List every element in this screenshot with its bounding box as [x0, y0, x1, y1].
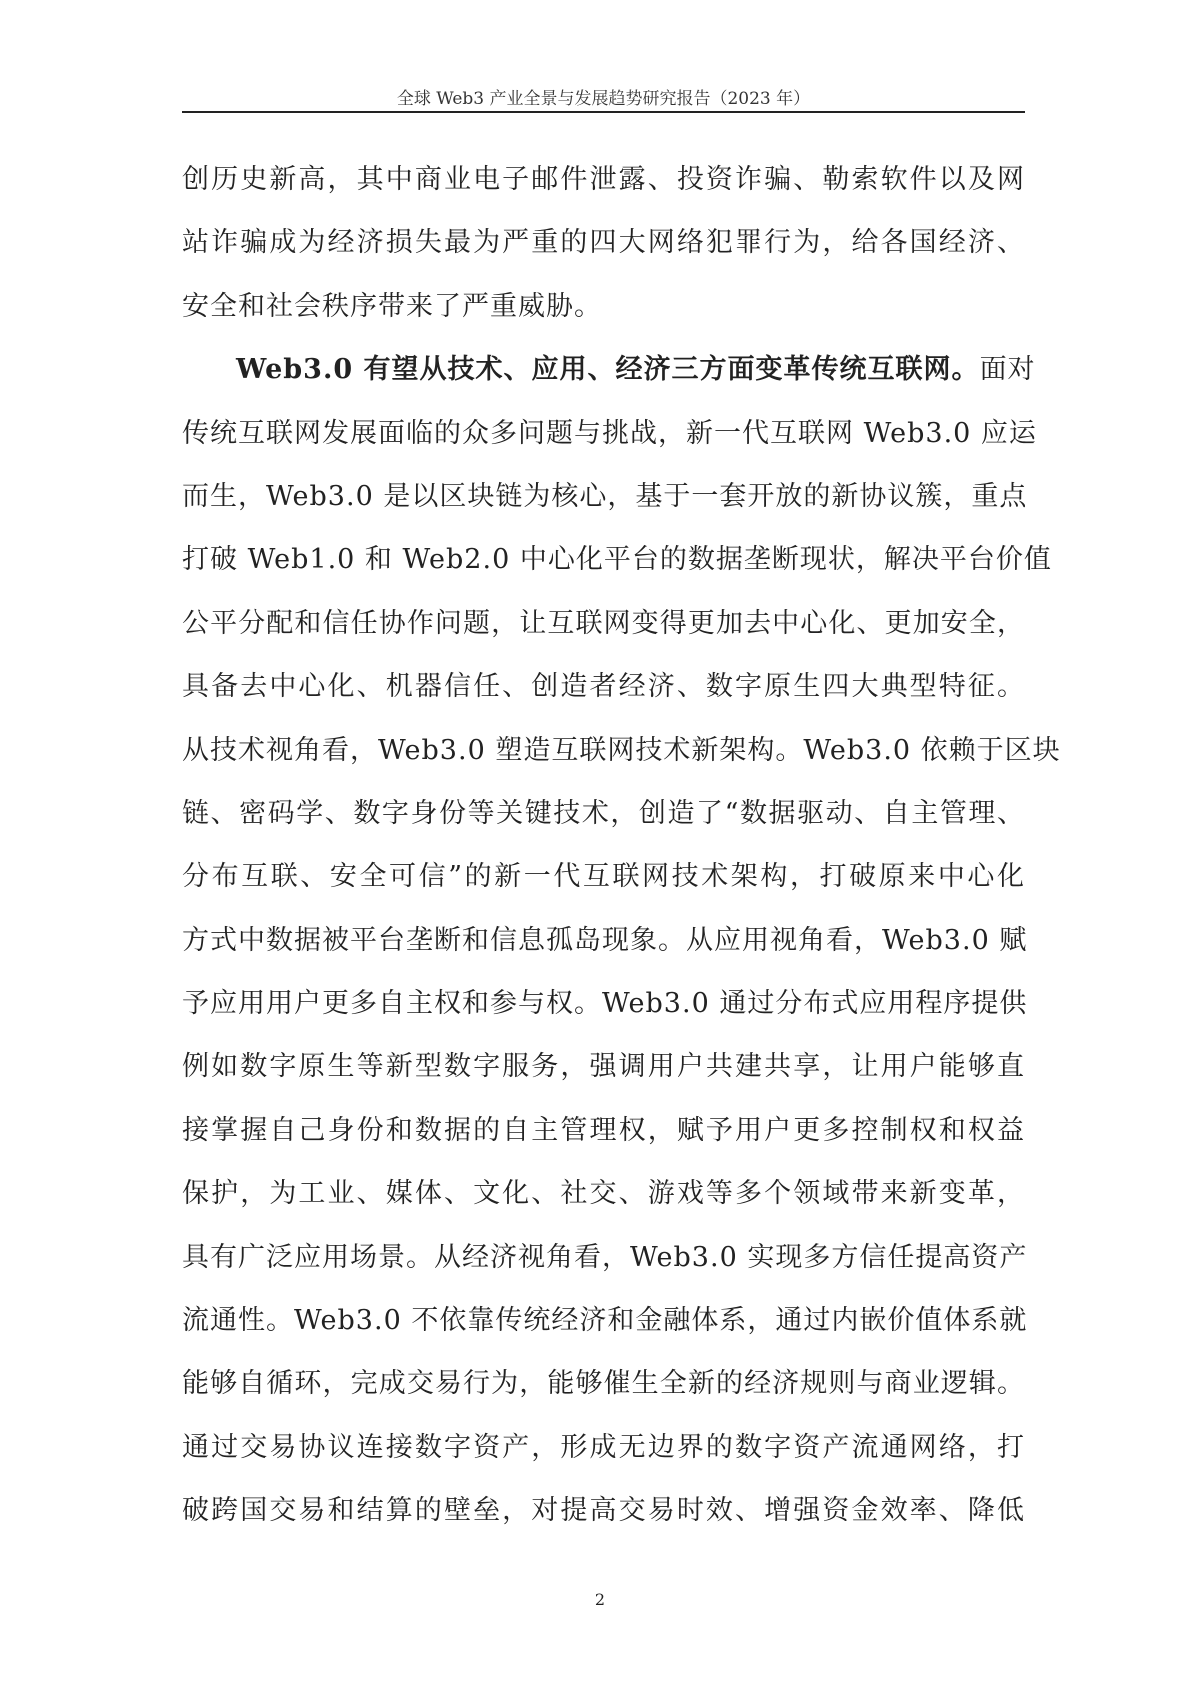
text-line: 公平分配和信任协作问题，让互联网变得更加去中心化、更加安全，: [182, 607, 1025, 639]
text-line: 例如数字原生等新型数字服务，强调用户共建共享，让用户能够直: [182, 1051, 1025, 1083]
text-line: 传统互联网发展面临的众多问题与挑战，新一代互联网 Web3.0 应运: [182, 417, 1037, 449]
running-header: 全球 Web3 产业全景与发展趋势研究报告（2023 年）: [396, 89, 811, 109]
text-line: 具有广泛应用场景。从经济视角看，Web3.0 实现多方信任提高资产: [182, 1241, 1028, 1273]
paragraph-heading-line: [182, 348, 1036, 411]
text-line: 打破 Web1.0 和 Web2.0 中心化平台的数据垄断现状，解决平台价值: [182, 544, 1052, 576]
page-number: 2: [594, 1590, 606, 1609]
text-line: 予应用用户更多自主权和参与权。Web3.0 通过分布式应用程序提供: [182, 988, 1028, 1020]
text-line: 分布互联、安全可信”的新一代互联网技术架构，打破原来中心化: [182, 861, 1025, 893]
text-line: 链、密码学、数字身份等关键技术，创造了“数据驱动、自主管理、: [182, 797, 1025, 829]
text-line: 破跨国交易和结算的壁垒，对提高交易时效、增强资金效率、降低: [182, 1495, 1025, 1527]
bold-heading: Web3.0 有望从技术、应用、经济三方面变革传统互联网。: [236, 354, 980, 386]
text-line: 方式中数据被平台垄断和信息孤岛现象。从应用视角看，Web3.0 赋: [182, 924, 1028, 956]
body-text: [182, 158, 1061, 1553]
text-line: 流通性。Web3.0 不依靠传统经济和金融体系，通过内嵌价值体系就: [182, 1305, 1028, 1337]
text-line: 站诈骗成为经济损失最为严重的四大网络犯罪行为，给各国经济、: [182, 227, 1025, 259]
text-line: 通过交易协议连接数字资产，形成无边界的数字资产流通网络，打: [182, 1431, 1025, 1463]
text-line: 能够自循环，完成交易行为，能够催生全新的经济规则与商业逻辑。: [182, 1368, 1025, 1400]
text-line: 而生，Web3.0 是以区块链为核心，基于一套开放的新协议簇，重点: [182, 480, 1028, 512]
text-line: 从技术视角看，Web3.0 塑造互联网技术新架构。Web3.0 依赖于区块: [182, 734, 1061, 766]
heading-continuation: 面对: [979, 354, 1036, 386]
text-line: 保护，为工业、媒体、文化、社交、游戏等多个领域带来新变革，: [182, 1178, 1025, 1210]
text-line: 接掌握自己身份和数据的自主管理权，赋予用户更多控制权和权益: [182, 1114, 1025, 1146]
text-line: 安全和社会秩序带来了严重威胁。: [182, 290, 602, 322]
text-line: 创历史新高，其中商业电子邮件泄露、投资诈骗、勒索软件以及网: [182, 164, 1025, 195]
text-line: 具备去中心化、机器信任、创造者经济、数字原生四大典型特征。: [182, 671, 1025, 703]
header-rule: [182, 111, 1025, 113]
